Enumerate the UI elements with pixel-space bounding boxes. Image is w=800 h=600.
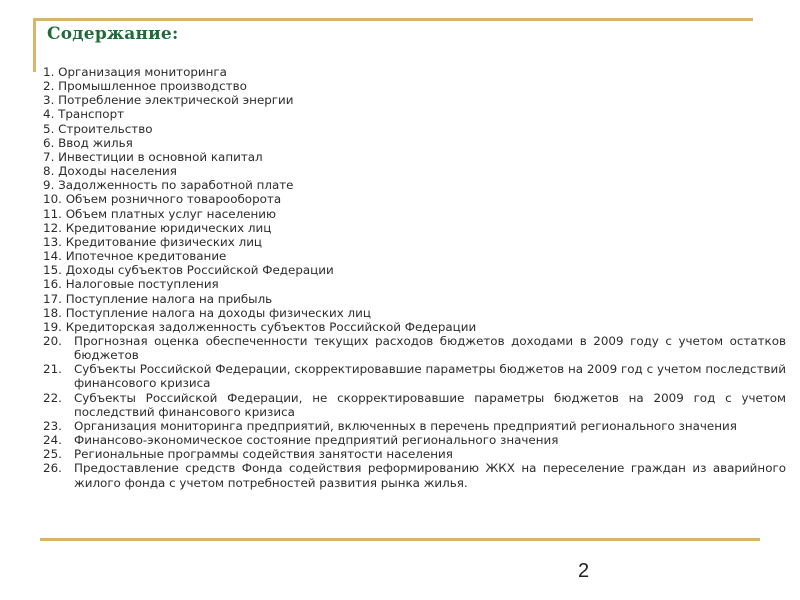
toc-item-number: 17. <box>43 291 66 306</box>
slide-title: Содержание: <box>47 24 179 44</box>
toc-item-text: Строительство <box>58 121 153 136</box>
toc-item-number: 13. <box>43 234 66 249</box>
toc-item-text: Доходы субъектов Российской Федерации <box>65 263 334 278</box>
toc-item-number: 26. <box>43 461 66 476</box>
toc-item <box>43 249 786 263</box>
toc-item-text: Кредиторская задолженность субъектов Российской Федерации <box>65 319 477 334</box>
toc-item <box>43 178 786 192</box>
toc-item <box>43 362 786 390</box>
toc-item-number: 14. <box>43 249 66 264</box>
toc-item-text: Потребление электрической энергии <box>58 93 294 108</box>
toc-item-number: 2. <box>43 79 59 94</box>
toc-item-text: Предоставление средств Фонда содействия реформированию ЖКХ на переселение граждан из аварийного жилого фонда с учетом потребностей развития рынка жилья. <box>74 461 786 490</box>
toc-item-number: 12. <box>43 220 66 235</box>
toc-item-number: 24. <box>43 433 66 448</box>
toc-item <box>43 136 786 150</box>
toc-item-text: Финансово-экономическое состояние предприятий регионального значения <box>74 433 559 448</box>
toc-item-number: 20. <box>43 333 66 348</box>
toc-item-text: Субъекты Российской Федерации, не скорректировавшие параметры бюджетов на 2009 год с учетом последствий финансового кризиса <box>74 390 786 419</box>
toc-item <box>43 292 786 306</box>
toc-item-number: 15. <box>43 263 66 278</box>
toc-item-text: Субъекты Российской Федерации, скорректировавшие параметры бюджетов на 2009 год с учетом последствий финансового кризиса <box>74 362 786 391</box>
toc-item-number: 19. <box>43 319 66 334</box>
toc-item <box>43 277 786 291</box>
toc-item <box>43 306 786 320</box>
toc-item-number: 8. <box>43 164 59 179</box>
toc-item-text: Налоговые поступления <box>65 277 219 292</box>
toc-item <box>43 122 786 136</box>
toc-item-number: 6. <box>43 135 59 150</box>
toc-item <box>43 164 786 178</box>
toc-item-text: Ипотечное кредитование <box>65 249 227 264</box>
toc-item <box>43 334 786 362</box>
table-of-contents <box>43 65 786 490</box>
toc-item <box>43 263 786 277</box>
left-decorative-rule <box>33 18 36 72</box>
toc-item <box>43 93 786 107</box>
toc-item-text: Региональные программы содействия занятости населения <box>74 447 453 462</box>
toc-item <box>43 461 786 489</box>
toc-item-text: Организация мониторинга предприятий, включенных в перечень предприятий регионального значения <box>74 418 737 433</box>
toc-item-number: 3. <box>43 93 59 108</box>
toc-item-text: Задолженность по заработной плате <box>58 178 294 193</box>
toc-item-number: 22. <box>43 390 66 405</box>
toc-item <box>43 192 786 206</box>
toc-item <box>43 79 786 93</box>
toc-item-text: Транспорт <box>58 107 125 122</box>
toc-item-number: 5. <box>43 121 59 136</box>
toc-item <box>43 207 786 221</box>
toc-item <box>43 65 786 79</box>
toc-item-text: Кредитование физических лиц <box>65 234 263 249</box>
toc-item-text: Прогнозная оценка обеспеченности текущих расходов бюджетов доходами в 2009 году с учетом остатков бюджетов <box>74 333 786 363</box>
toc-item-text: Объем розничного товарооборота <box>65 192 282 207</box>
toc-item <box>43 235 786 249</box>
toc-item-number: 18. <box>43 305 66 320</box>
top-decorative-rule <box>33 18 753 21</box>
toc-item-text: Организация мониторинга <box>58 65 227 79</box>
toc-item-number: 9. <box>43 178 59 193</box>
page-number: 2 <box>578 560 590 582</box>
toc-item <box>43 107 786 121</box>
toc-item-number: 25. <box>43 447 66 462</box>
toc-item-number: 21. <box>43 362 66 377</box>
toc-item <box>43 150 786 164</box>
bottom-decorative-rule <box>40 538 760 541</box>
toc-item <box>43 447 786 461</box>
toc-item-text: Поступление налога на доходы физических лиц <box>65 305 371 320</box>
toc-item <box>43 221 786 235</box>
toc-item-number: 16. <box>43 277 66 292</box>
toc-item <box>43 433 786 447</box>
toc-item-number: 7. <box>43 149 59 164</box>
toc-item-text: Кредитование юридических лиц <box>65 220 272 235</box>
toc-item <box>43 419 786 433</box>
toc-item-number: 10. <box>43 192 66 207</box>
toc-item-text: Ввод жилья <box>58 135 133 150</box>
toc-item-text: Доходы населения <box>58 164 177 179</box>
toc-item-text: Поступление налога на прибыль <box>65 291 273 306</box>
toc-item <box>43 320 786 334</box>
toc-item-text: Промышленное производство <box>58 79 247 94</box>
toc-item-text: Инвестиции в основной капитал <box>58 149 263 164</box>
toc-item-text: Объем платных услуг населению <box>65 206 277 221</box>
toc-item-number: 23. <box>43 418 66 433</box>
toc-item-number: 4. <box>43 107 59 122</box>
toc-item <box>43 391 786 419</box>
toc-item-number: 1. <box>43 65 59 79</box>
toc-item-number: 11. <box>43 206 66 221</box>
